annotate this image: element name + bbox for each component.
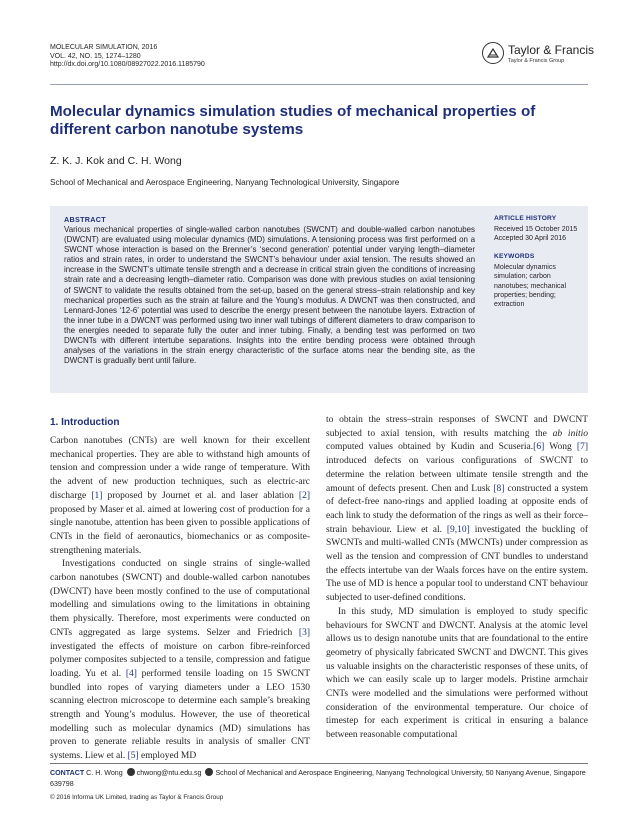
text-run: investigated the buckling of SWCNTs and multi-walled CNTs (MWCNTs) under compression as well as the tension and compression of CNT bundles to understand the effects intertube van der Waals forces have on the entire system. The use of MD is hence a popular tool to understand CNT behaviour subjected to user-defined conditions.: [326, 524, 588, 604]
article-history-heading: ARTICLE HISTORY: [494, 215, 557, 222]
paragraph: [50, 558, 310, 764]
contact-address: School of Mechanical and Aerospace Engineering, Nanyang Technological University, 50 Nanyang Avenue, Singapore 639798: [50, 769, 586, 788]
paragraph: [326, 414, 588, 606]
citation-link[interactable]: [2]: [298, 490, 310, 501]
text-run: Wong: [544, 442, 577, 453]
text-run: Carbon nanotubes (CNTs) are well known for their excellent mechanical properties. They are able to withstand high amounts of tension and compression under a wide range of temperature. With the advent of new production techniques, such as electric-arc discharge: [50, 436, 310, 501]
text-run: computed values obtained by Kudin and Scuseria.: [326, 442, 534, 453]
citation-link[interactable]: [4]: [125, 668, 137, 679]
text-run: employed MD: [138, 751, 197, 762]
footer-divider: [50, 763, 588, 764]
citation-link[interactable]: [9,10]: [446, 524, 470, 535]
copyright: © 2016 Informa UK Limited, trading as Taylor & Francis Group: [50, 794, 224, 801]
citation-link[interactable]: [3]: [298, 627, 310, 638]
text-run: introduced defects on various configurations of SWCNT to determine the relation between ultimate tensile strength and the amount of defects present. Chen and Lusk: [326, 456, 588, 494]
citation-link[interactable]: [7]: [576, 442, 588, 453]
text-run: investigated the effects of moisture on carbon fibre-reinforced polymer composites subjected to a tensile, compression and fatigue loading. Yu et al.: [50, 641, 310, 679]
publisher-group: Taylor & Francis Group: [508, 58, 565, 64]
article-title: Molecular dynamics simulation studies of mechanical properties of different carbon nanotube systems: [50, 103, 536, 138]
contact-name: C. H. Wong: [86, 769, 123, 777]
authors: Z. K. J. Kok and C. H. Wong: [50, 155, 182, 167]
contact-label: CONTACT: [50, 769, 85, 777]
location-icon: [205, 768, 213, 776]
taylor-francis-logo-icon: [482, 42, 504, 64]
text-run: to obtain the stress–strain responses of SWCNT and DWCNT subjected to axial tension, with results matching the: [326, 415, 588, 439]
journal-meta: [50, 44, 205, 70]
citation-link[interactable]: [1]: [91, 490, 103, 501]
text-run: performed tensile loading on 15 SWCNT bundled into ropes of varying diameters under a LEO 1530 scanning electron microscope to determine each sample’s breaking strength and Young’s modulus. However, the use of theoretical modelling such as molecular dynamics (MD) simulations has proven to generate reliable results in analysis of smaller CNT systems. Liew et al.: [50, 668, 310, 762]
right-column: [326, 414, 588, 743]
email-icon: [127, 768, 135, 776]
contact-email-link[interactable]: chwong@ntu.edu.sg: [136, 769, 202, 777]
keywords-list: Molecular dynamics simulation; carbon nanotubes; mechanical properties; bending; extraction: [494, 264, 566, 309]
citation-link[interactable]: [8]: [493, 483, 505, 494]
abstract-heading: ABSTRACT: [64, 215, 106, 224]
text-run: proposed by Journet et al. and laser ablation: [102, 490, 299, 501]
abstract-text: Various mechanical properties of single-walled carbon nanotubes (SWCNT) and double-walled carbon nanotubes (DWCNT) are evaluated using molecular dynamics (MD) simulations. A tensioning process was first performed on a SWCNT whose interaction is based on the Brenner’s ‘second generation’ potential under varying length–diameter ratios and strain rates, in order to understand the SWCNT’s behaviour under axial tension. The results showed an increase in the SWCNT’s ultimate tensile strength and a decrease in critical strain given the conditions of increasing strain rate and a decreasing length–diameter ratio. Comparison was done with previous studies on axial tensioning of SWCNT to validate the results obtained from the set-up, based on the general stress–strain relationship and key mechanical properties such as the strain at failure and the Young’s modulus. A DWCNT was then constructed, and Lennard-Jones ‘12-6’ potential was used to describe the energy present between the nanotube layers. Extraction of the inner tube in a DWCNT was performed using two inner wall tubings of different diameters to draw comparison to the energies needed to separate fully the outer and inner tubing. Finally, a bending test was performed on two DWCNTs with different intertube separations. Insights into the entire bending process were obtained through analyses of the variations in the strain energy characteristic of the surface atoms near the bending site, as the DWCNT is gradually bent until failure.: [64, 225, 475, 366]
header-divider: [50, 84, 588, 85]
section-heading: 1. Introduction: [50, 417, 120, 428]
keywords-heading: KEYWORDS: [494, 253, 535, 260]
citation-link[interactable]: [6]: [533, 442, 545, 453]
left-column: [50, 435, 310, 764]
received-date: Received 15 October 2015: [494, 226, 578, 233]
journal-doi-link[interactable]: http://dx.doi.org/10.1080/08927022.2016.1185790: [50, 61, 205, 69]
text-run: Investigations conducted on single strains of single-walled carbon nanotubes (SWCNT) and double-walled carbon nanotubes (DWCNT) have been mostly confined to the use of computational modelling and simulations owing to the limitations in obtaining them physically. Therefore, most experiments were conducted on CNTs aggregated as large systems. Selzer and Friedrich: [50, 559, 310, 638]
contact-info: [50, 768, 588, 789]
journal-volume: VOL. 42, NO. 15, 1274–1280: [50, 52, 141, 60]
paragraph: [50, 435, 310, 558]
italic-term: ab initio: [552, 428, 588, 439]
journal-name: MOLECULAR SIMULATION, 2016: [50, 44, 158, 51]
publisher-name: Taylor & Francis: [508, 43, 595, 57]
text-run: proposed by Maser et al. aimed at lowering cost of production for a single nanotube, attention has been given to possible applications of CNTs in the field of aeronautics, biomechanics or as composite-strengthening materials.: [50, 504, 310, 556]
affiliation: School of Mechanical and Aerospace Engineering, Nanyang Technological University, Singapore: [50, 178, 400, 187]
publisher-logo[interactable]: [482, 42, 595, 68]
text-run: constructed a system of defect-free nano-rings and applied loading at opposite ends of each link to study the deformation of the rings as well as their force–strain behaviour. Liew et al.: [326, 483, 588, 535]
paragraph: In this study, MD simulation is employed to study specific behaviours for SWCNT and DWCNT. Analysis at the atomic level allows us to design nanotube units that are foundational to the entire geometry of physically fabricated SWCNT and DWCNT. This gives us valuable insights on the characteristic responses of these units, of which we can easily scale up to larger models. Pristine armchair CNTs were modelled and the simulations were performed without consideration of the environmental temperature. Our choice of timestep for each experiment is critical in ensuring a balance between reasonable computational: [326, 606, 588, 741]
accepted-date: Accepted 30 April 2016: [494, 235, 566, 242]
citation-link[interactable]: [5]: [127, 751, 139, 762]
